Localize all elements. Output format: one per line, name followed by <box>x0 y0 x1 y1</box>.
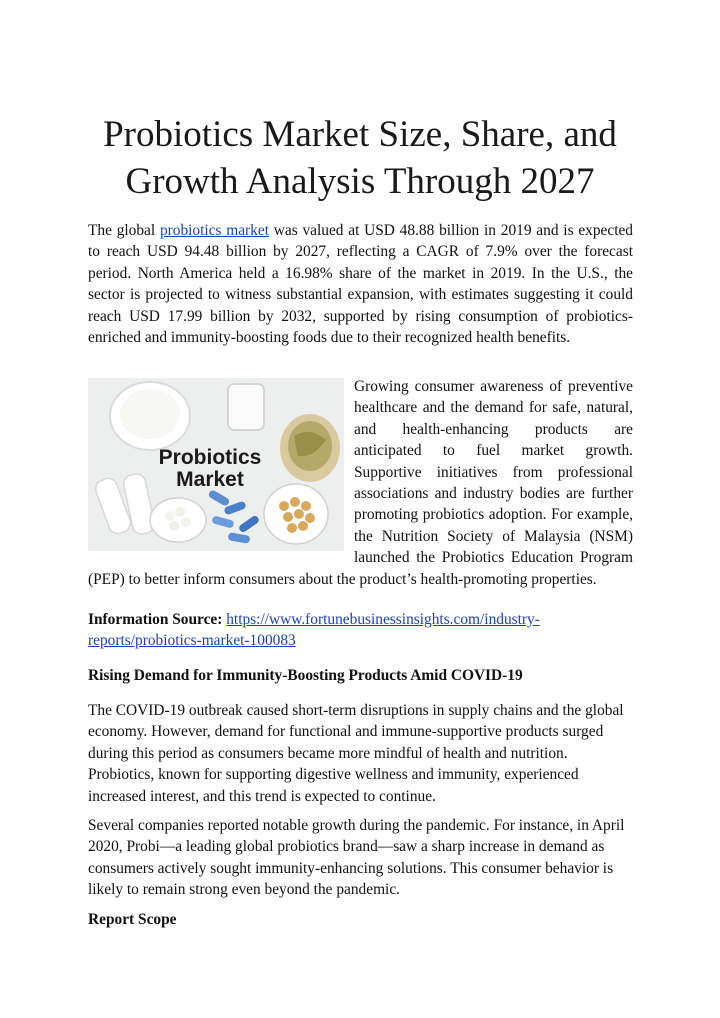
probiotics-market-image <box>88 378 344 551</box>
covid-section-heading: Rising Demand for Immunity-Boosting Products Amid COVID-19 <box>88 667 523 684</box>
covid-paragraph: The COVID-19 outbreak caused short-term disruptions in supply chains and the global economy. However, demand for functional and immune-supportive products surged during this period as consumers became more mindful of health and nutrition. Probiotics, known for supporting digestive wellness and immunity, experienced increased interest, and this trend is expected to continue. <box>88 702 624 805</box>
cottage-cheese-bowl-icon <box>150 498 206 542</box>
probiotics-illustration <box>88 378 344 551</box>
image-label-line1: Probiotics <box>158 446 262 469</box>
image-label-line2: Market <box>176 468 244 491</box>
companies-paragraph: Several companies reported notable growth during the pandemic. For instance, in April 2020, Probi—a leading global probiotics brand—saw a sharp increase in demand as consumers actively sought immunity-enhancing solutions. This consumer behavior is likely to remain strong even beyond the pandemic. <box>88 817 625 899</box>
intro-paragraph <box>88 220 633 348</box>
intro-text-start: The global <box>88 222 160 239</box>
milk-glass-icon <box>228 384 264 430</box>
figure-with-text <box>88 376 633 590</box>
report-scope-heading: Report Scope <box>88 911 177 928</box>
intro-text-rest: was valued at USD 48.88 billion in 2019 and is expected to reach USD 94.48 billion by 2027, reflecting a CAGR of 7.9% over the forecast period. North America held a 16.98% share of the market in 2019. In the U.S., the sector is projected to witness substantial expansion, with estimates suggesting it could reach USD 17.99 billion by 2032, supported by rising consumption of probiotics-enriched and immunity-boosting foods due to their recognized health benefits. <box>88 222 634 347</box>
source-url-link[interactable]: https://www.fortunebusinessinsights.com/industry-reports/probiotics-market-100083 <box>88 611 540 650</box>
probiotics-market-link[interactable]: probiotics market <box>159 222 269 239</box>
information-source <box>88 609 633 652</box>
source-label: Information Source: <box>88 611 223 628</box>
awareness-paragraph: Growing consumer awareness of preventive healthcare and the demand for safe, natural, and health-enhancing products are anticipated to fuel market growth. Supportive initiatives from professional associations and industry bodies are further promoting probiotics adoption. For example, the Nutrition Society of Malaysia (NSM) launched the Probiotics Education Program (PEP) to better inform consumers about the product’s health-promoting properties. <box>88 378 633 588</box>
page-title: Probiotics Market Size, Share, and Growth Analysis Through 2027 <box>103 113 617 202</box>
